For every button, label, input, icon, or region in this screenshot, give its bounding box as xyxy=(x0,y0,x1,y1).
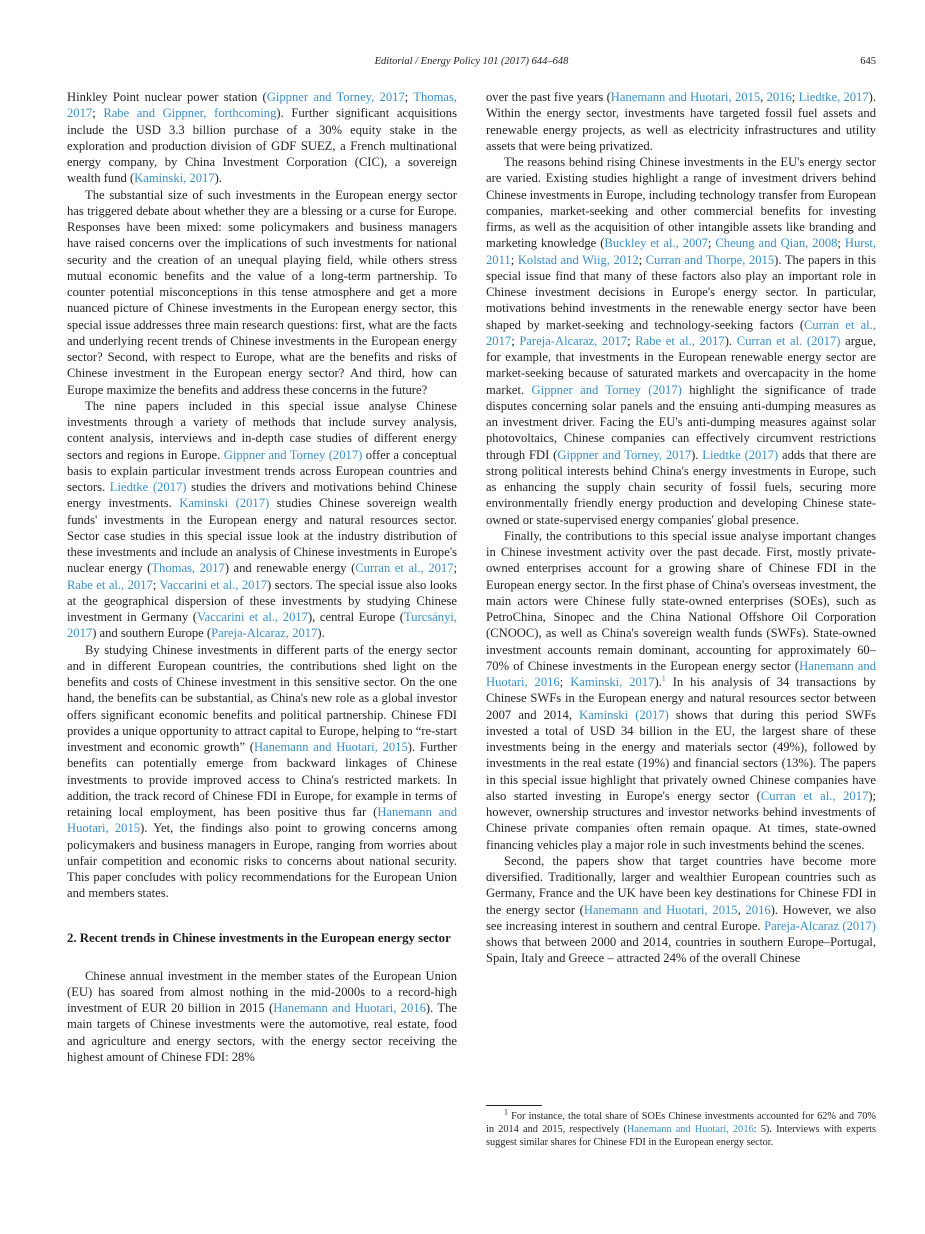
citation-link[interactable]: Pareja-Alcaraz, 2017 xyxy=(211,626,318,641)
citation-link[interactable]: Curran et al. (2017) xyxy=(736,333,841,348)
citation-link[interactable]: Gippner and Torney (2017) xyxy=(531,382,682,397)
paragraph: The nine papers included in this special issue analyse Chinese investments through a variety of methods that include survey analysis, content analysis, interviews and in-depth case studies of different energy sectors and regions in Europe. Gippner and Torney (2017) offer a conceptual basis to explain particular investment trends across European countries and sectors. Liedtke (2017) studies the drivers and motivations behind Chinese energy investments. Kaminski (2017) studies Chinese sovereign wealth funds' investments in the European energy and natural resources sector. Sector case studies in this special issue look at the industry distribution of these investments and include an analysis of Chinese investments in Europe's nuclear energy (Thomas, 2017) and renewable energy (Curran et al., 2017; Rabe et al., 2017; Vaccarini et al., 2017) sectors. The special issue also looks at the geographical dispersion of these investments by studying Chinese investment in Germany (Vaccarini et al., 2017), central Europe (Turcsányi, 2017) and southern Europe (Pareja-Alcaraz, 2017). xyxy=(67,398,458,641)
citation-link[interactable]: Hanemann and Huotari, 2016 xyxy=(626,1124,754,1135)
citation-link[interactable]: Kolstad and Wiig, 2012 xyxy=(517,252,639,267)
citation-link[interactable]: Liedtke (2017) xyxy=(109,480,187,494)
citation-link[interactable]: Gippner and Torney, 2017 xyxy=(266,90,405,104)
citation-link[interactable]: Cheung and Qian, 2008 xyxy=(715,236,838,251)
paragraph: The substantial size of such investments in the European energy sector has triggered debate about whether they are a blessing or a curse for Europe. Responses have been mixed: some policymakers and business managers have raised concerns over the implications of such investments for national security and the creation of an unequal playing field, while others stress mutual economic benefits and the value of a long-term partnership. To counter potential misconceptions in this tense atmosphere and get a more nuanced picture of Chinese investments in the European energy sector, this special issue addresses three main research questions: first, what are the facts and underlying recent trends of Chinese investments in the European energy sector? Second, with respect to Europe, what are the benefits and risks of Chinese investment in the European energy sector? And third, how can Europe maximize the benefits and address these concerns in the future? xyxy=(67,187,457,397)
paragraph: Finally, the contributions to this special issue analyse important changes in Chinese investment activity over the past decade. First, mostly private-owned enterprises account for a growing share of Chinese FDI in the European energy sector. In the first phase of China's overseas investment, the main actors were Chinese fully state-owned enterprises (SOEs), such as PetroChina, Sinopec and the China National Offshore Oil Corporation (CNOOC), as well as China's sovereign wealth funds (SWFs). State-owned investment accounts remain dominant, accounting for approximately 60–70% of Chinese investments in the European energy sector (Hanemann and Huotari, 2016; Kaminski, 2017).$^1$ In his analysis of 34 transactions by Chinese SWFs in the European energy and natural resources sector between 2007 and 2014, Kaminski (2017) shows that during this period SWFs invested a total of USD 34 billion in the EU, the largest share of these investments being in the energy and materials sector (49%), followed by investments in the real estate (19%) and financial sectors (13%). The papers in this special issue highlight that privately owned Chinese companies have also started investing in Europe's energy sector (Curran et al., 2017); however, ownership structures and investor networks behind investments of Chinese private companies often remain opaque. At times, state-owned financing vehicles play a major role in such investments behind the scenes. xyxy=(486,528,877,852)
running-header xyxy=(67,56,876,72)
citation-link[interactable]: Curran and Thorpe, 2015 xyxy=(645,252,775,267)
citation-link[interactable]: Pareja-Alcaraz, 2017 xyxy=(519,333,628,348)
citation-link[interactable]: Turcsányi, 2017 xyxy=(67,610,458,641)
citation-link[interactable]: Hanemann and Huotari, 2015 xyxy=(67,805,457,836)
citation-link[interactable]: Thomas, 2017 xyxy=(67,90,458,121)
citation-link[interactable]: Curran et al., 2017 xyxy=(355,561,454,576)
paragraph: The reasons behind rising Chinese investments in the EU's energy sector are varied. Existing studies highlight a range of investment drivers behind Chinese investments in Europe, including technology transfer from European companies, market-seeking and other commercial benefits for investing firms, as well as the acquisition of other intangible assets like branding and marketing knowledge (Buckley et al., 2007; Cheung and Qian, 2008; Hurst, 2011; Kolstad and Wiig, 2012; Curran and Thorpe, 2015). The papers in this special issue find that many of these factors also play an important role in Chinese investment decisions in Europe's energy sector. In particular, motivations behind investments in the renewable energy sector have been shaped by market-seeking and technology-seeking factors (Curran et al., 2017; Pareja-Alcaraz, 2017; Rabe et al., 2017). Curran et al. (2017) argue, for example, that investments in the European renewable energy sector are market-seeking because of saturated markets and overcapacity in the home market. Gippner and Torney (2017) highlight the significance of trade disputes concerning solar panels and the ensuing anti-dumping measures as an investment driver. Facing the EU's anti-dumping measures against solar photovoltaics, Chinese companies can effectively circumvent restrictions through FDI (Gippner and Torney, 2017). Liedtke (2017) adds that there are strong political interests behind China's energy investments in Europe, such as enhancing the supply chain security of fossil fuels, securing more environmentally friendly energy production and developing Chinese state-owned or state-supervised energy companies' global presence. xyxy=(486,155,877,527)
footnote-marker[interactable]: 1 xyxy=(661,673,666,683)
citation-link[interactable]: Pareja-Alcaraz (2017) xyxy=(764,918,877,933)
citation-link[interactable]: Kaminski (2017) xyxy=(179,496,270,511)
citation-link[interactable]: Hanemann and Huotari, 2015 xyxy=(610,90,761,104)
citation-link[interactable]: Vaccarini et al., 2017 xyxy=(196,610,308,624)
citation-link[interactable]: Kaminski (2017) xyxy=(579,707,669,722)
citation-link[interactable]: Rabe and Gippner, forthcoming xyxy=(103,106,277,121)
citation-link[interactable]: Hanemann and Huotari, 2015 xyxy=(583,902,738,917)
paragraph: Second, the papers show that target countries have become more diversified. Traditionally, larger and wealthier European countries such as Germany, France and the UK have been key destinations for Chinese FDI in the energy sector (Hanemann and Huotari, 2015, 2016). However, we also see increasing interest in southern and central Europe. Pareja-Alcaraz (2017) shows that between 2000 and 2014, countries in southern Europe–Portugal, Spain, Italy and Greece – attracted 24% of the overall Chinese xyxy=(486,853,877,966)
citation-link[interactable]: Thomas, 2017 xyxy=(151,561,225,576)
citation-link[interactable]: Kaminski, 2017 xyxy=(134,171,215,186)
citation-link[interactable]: Gippner and Torney (2017) xyxy=(223,447,363,462)
paragraph: By studying Chinese investments in different parts of the energy sector and in different European countries, the contributions shed light on the benefits and costs of Chinese investment in this sensitive sector. On the one hand, the benefits can be substantial, as China's new role as a global investor offers significant economic benefits and political partnership. Chinese FDI provides a unique opportunity to attract capital to Europe, helping to “re-start investment and economic growth” (Hanemann and Huotari, 2015). Further benefits can potentially emerge from backward linkages of Chinese investments to provide improved access to China's restricted markets. In addition, the track record of Chinese FDI in Europe, for example in terms of retaining local employment, has been positive thus far (Hanemann and Huotari, 2015). Yet, the findings also point to growing concerns among policymakers and business managers in Europe, ranging from worries about unfair competition and economic risks to concerns about national security. This paper concludes with policy recommendations for the European Union and members states. xyxy=(67,642,457,901)
left-column xyxy=(67,89,457,1065)
citation-link[interactable]: Hanemann and Huotari, 2016 xyxy=(486,658,876,689)
citation-link[interactable]: Liedtke, 2017 xyxy=(798,90,869,104)
section-heading: 2. Recent trends in Chinese investments in the European energy sector xyxy=(67,930,451,945)
citation-link[interactable]: Gippner and Torney, 2017 xyxy=(557,447,692,462)
citation-link[interactable]: Liedtke (2017) xyxy=(702,447,779,462)
citation-link[interactable]: Hurst, 2011 xyxy=(486,236,877,267)
right-column xyxy=(486,89,876,967)
paragraph: over the past five years (Hanemann and Huotari, 2015, 2016; Liedtke, 2017). Within the energy sector, investments have targeted fossil fuel assets and renewable energy projects, as well as electricity infrastructures and utility assets that were being privatized. xyxy=(486,90,876,153)
running-title: Editorial / Energy Policy 101 (2017) 644–648 xyxy=(374,56,569,67)
footnote-text: $^1$ For instance, the total share of SOEs Chinese investments accounted for 62% and 70% in 2014 and 2015, respectively (Hanemann and Huotari, 2016: 5). Interviews with experts suggest similar shares for Chinese FDI in the European energy sector. xyxy=(486,1107,876,1148)
paragraph: Hinkley Point nuclear power station (Gippner and Torney, 2017; Thomas, 2017; Rabe and Gippner, forthcoming). Further significant acquisitions include the USD 3.3 billion purchase of a 30% equity stake in the exploration and production division of GDF SUEZ, a French multinational energy company, by China Investment Corporation (CIC), a sovereign wealth fund (Kaminski, 2017). xyxy=(67,90,458,186)
citation-link[interactable]: Hanemann and Huotari, 2016 xyxy=(273,1001,426,1015)
paragraph: Chinese annual investment in the member states of the European Union (EU) has soared from almost nothing in the mid-2000s to a record-high investment of EUR 20 billion in 2015 (Hanemann and Huotari, 2016). The main targets of Chinese investments were the automotive, real estate, food and agriculture and energy sectors, with the energy sector receiving the highest amount of Chinese FDI: 28% xyxy=(67,968,457,1064)
citation-link[interactable]: Hanemann and Huotari, 2015 xyxy=(253,740,408,754)
page-number: 645 xyxy=(860,56,876,67)
citation-link[interactable]: Buckley et al., 2007 xyxy=(604,236,708,251)
footnote-number: 1 xyxy=(504,1107,508,1117)
citation-link[interactable]: Curran et al., 2017 xyxy=(760,788,869,803)
footnote xyxy=(486,1105,876,1149)
citation-link[interactable]: Kaminski, 2017 xyxy=(570,675,655,689)
citation-link[interactable]: Rabe et al., 2017 xyxy=(67,577,153,592)
citation-link[interactable]: Vaccarini et al., 2017 xyxy=(159,577,268,592)
citation-link[interactable]: Curran et al., 2017 xyxy=(486,317,876,348)
footnote-rule xyxy=(486,1105,542,1106)
citation-link[interactable]: Rabe et al., 2017 xyxy=(635,333,725,348)
citation-link[interactable]: 2016 xyxy=(766,90,792,104)
citation-link[interactable]: 2016 xyxy=(745,902,771,917)
